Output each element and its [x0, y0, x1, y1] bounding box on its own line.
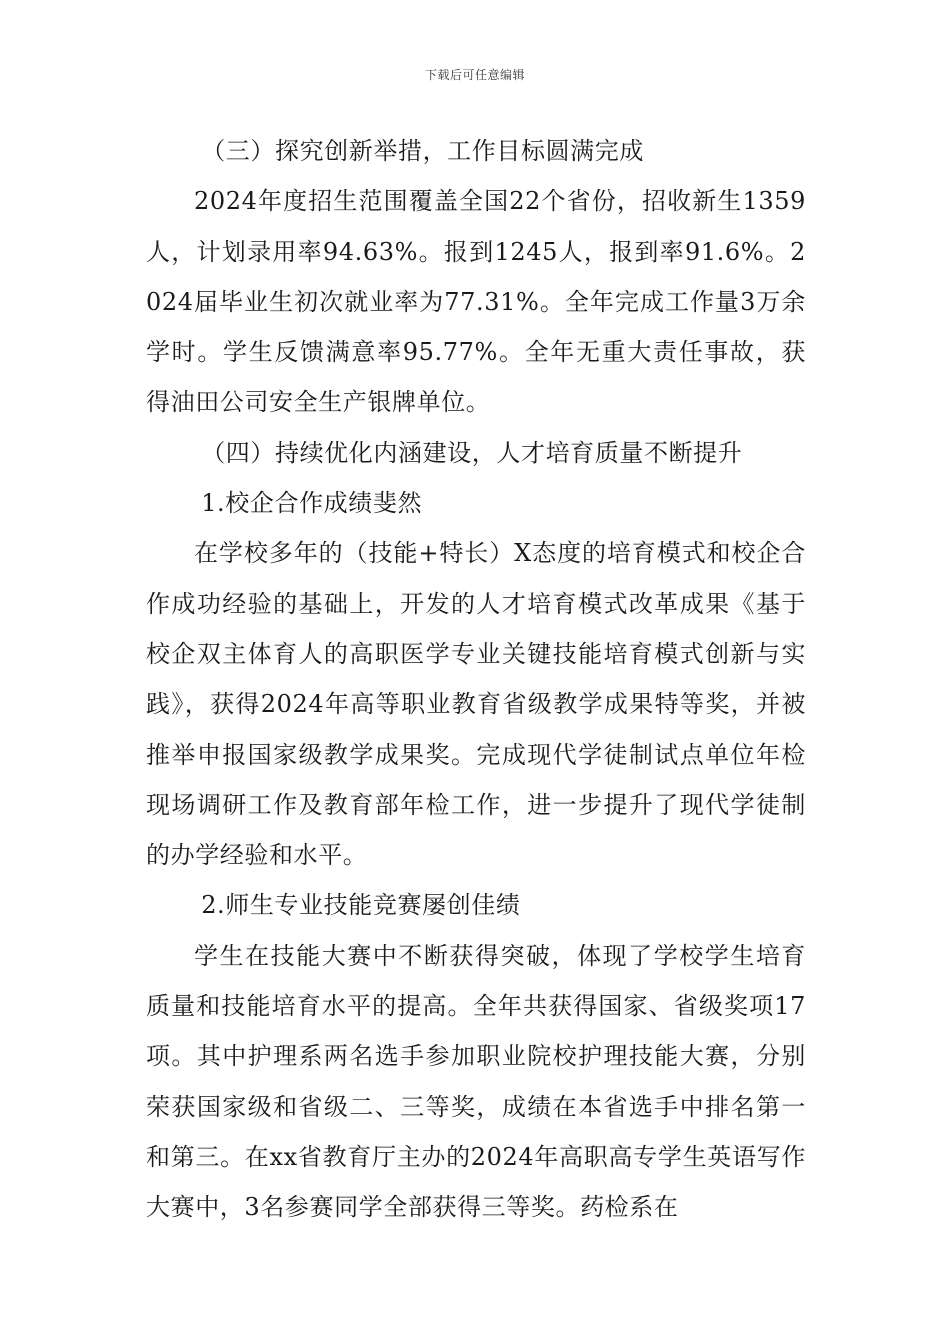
section-3-title: （三）探究创新举措，工作目标圆满完成	[201, 137, 644, 165]
document-body	[146, 126, 806, 1233]
subsection-2-paragraph: 学生在技能大赛中不断获得突破，体现了学校学生培育质量和技能培育水平的提高。全年共获得国家、省级奖项17项。其中护理系两名选手参加职业院校护理技能大赛，分别荣获国家级和省级二、三等奖，成绩在本省选手中排名第一和第三。在xx省教育厅主办的2024年高职高专学生英语写作大赛中，3名参赛同学全部获得三等奖。药检系在	[146, 941, 806, 1222]
subsection-1-title: 1.校企合作成绩斐然	[201, 489, 423, 518]
section-4-title: （四）持续优化内涵建设，人才培育质量不断提升	[201, 438, 743, 467]
subsection-2-title: 2.师生专业技能竞赛屡创佳绩	[201, 891, 521, 920]
subsection-1-paragraph: 在学校多年的（技能+特长）X态度的培育模式和校企合作成功经验的基础上，开发的人才培育模式改革成果《基于校企双主体育人的高职医学专业关键技能培育模式创新与实践》，获得2024年高等职业教育省级教学成果特等奖，并被推举申报国家级教学成果奖。完成现代学徒制试点单位年检现场调研工作及教育部年检工作，进一步提升了现代学徒制的办学经验和水平。	[146, 539, 806, 870]
section-3-paragraph: 2024年度招生范围覆盖全国22个省份，招收新生1359人，计划录用率94.63%。报到1245人，报到率91.6%。2024届毕业生初次就业率为77.31%。全年完成工作量3万余学时。学生反馈满意率95.77%。全年无重大责任事故，获得油田公司安全生产银牌单位。	[146, 187, 806, 417]
header-note: 下载后可任意编辑	[424, 68, 525, 82]
